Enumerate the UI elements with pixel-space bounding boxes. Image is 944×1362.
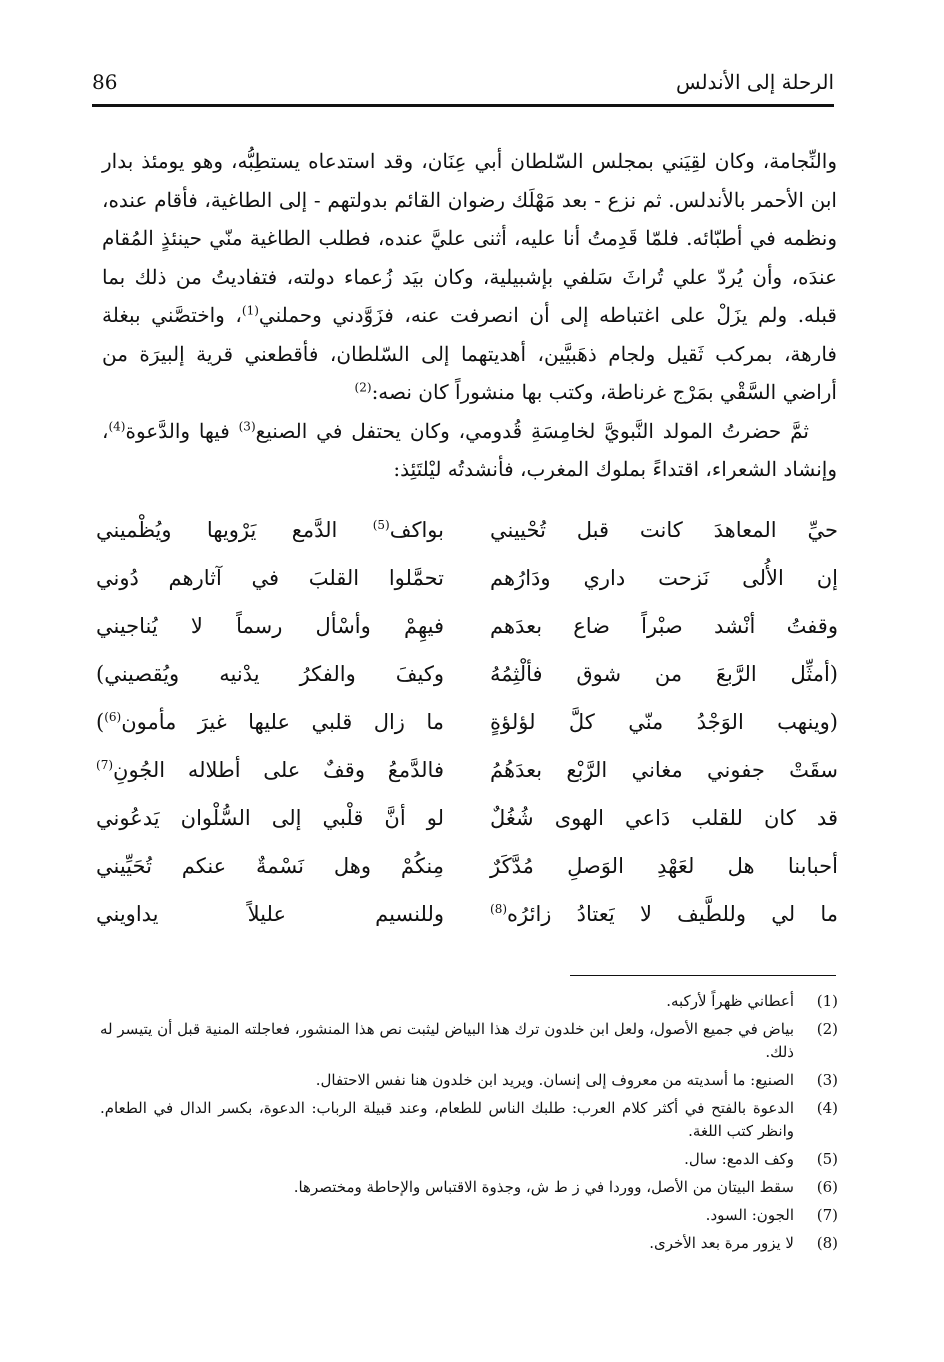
verse-first-hemistich: إن الأُلى نَزحت داري ودَارُهم: [490, 566, 838, 590]
running-title: الرحلة إلى الأندلس: [675, 70, 834, 94]
verse-second-hemistich: مِنكُمْ وهل نَسْمةٌ عنكم تُحَيِّيني: [96, 854, 444, 878]
footnote: [100, 1148, 838, 1171]
footnote-ref-4: (4): [108, 418, 126, 433]
footnote-text: بياض في جميع الأصول، ولعل ابن خلدون ترك هذا البياض ليثبت نص هذا المنشور، فعاجلته المنية قبل أن يتيسر له ذلك.: [100, 1020, 794, 1061]
footnote-text: سقط البيتان من الأصل، ووردا في ز ط ش، وجذوة الاقتباس والإحاطة ومختصرها.: [293, 1178, 794, 1196]
verse-first-hemistich: (وينهب الوَجْدُ منّي كلَّ لؤلؤةٍ: [490, 710, 838, 734]
page-header: [92, 68, 834, 104]
body-text: [102, 142, 837, 489]
footnote-ref-1: (1): [241, 303, 259, 318]
verse-second-hemistich: بواكف$^{(5)}$ الدَّمع يَرْويها ويُظْميني: [96, 518, 444, 542]
footnote: [100, 1018, 838, 1064]
footnote-ref-7: (7): [96, 758, 114, 772]
verse-line: [96, 806, 838, 854]
verse-first-hemistich: سقَتْ جفوني مغاني الرَّبْع بعدَهُمُ: [490, 758, 838, 782]
footnote-ref-5: (5): [372, 518, 390, 532]
footnotes: [100, 990, 838, 1260]
footnote: [100, 1097, 838, 1143]
footnote-text: الدعوة بالفتح في أكثر كلام العرب: طلبك الناس للطعام، وعند قبيلة الرباب: الدعوة، بكسر الدال في الطعام. وانظر كتب اللغة.: [100, 1099, 794, 1140]
footnote-ref-3: (3): [238, 418, 256, 433]
footnote: [100, 990, 838, 1013]
footnote-ref-6: (6): [104, 710, 122, 724]
verse-second-hemistich: وكيفَ والفكرُ يدْنيه ويُقصيني): [96, 662, 444, 686]
footnote-number: (2): [816, 1020, 838, 1038]
footnote-number: (8): [816, 1234, 838, 1252]
verse-second-hemistich: وللنسيم عليلاً يداويني: [96, 902, 444, 926]
verse-first-hemistich: قد كان للقلب دَاعي الهوى شُغُلٌ: [490, 806, 838, 830]
footnote: [100, 1204, 838, 1227]
footnote-text: الصنيع: ما أسديته من معروف إلى إنسان. ويريد ابن خلدون هنا نفس الاحتفال.: [315, 1071, 794, 1089]
verse-second-hemistich: تحمَّلوا القلبَ في آثارهم دُوني: [96, 566, 444, 590]
poem: [96, 518, 838, 950]
verse-first-hemistich: ما لي وللطَّيف لا يَعتادُ زائرُه$^{(8)}$: [490, 902, 838, 926]
header-rule: [92, 104, 834, 107]
verse-first-hemistich: (أمثِّل الرَّبعَ من شوق فألْثِمُهُ: [490, 662, 838, 686]
paragraph-1: والنِّجامة، وكان لقِيَني بمجلس السّلطان أبي عِنَان، وقد استدعاه يستطِبُّه، وهو يومئذ بدار ابن الأحمر بالأندلس. ثم نزع - بعد مَهْلَك رضوان القائم بدولتهم - إلى الطاغية، فأقام عنده، ونظمه في أطبّائه. فلمّا قَدِمتُ أنا عليه، أثنى عليَّ عنده، فطلب الطاغية منّي حينئذٍ المُقام عندَه، وأن يُردّ علي تُراثَ سَلفي بإشبيلية، وكان بيَد زُعماء دولته، فتفاديتُ من ذلك بما قبله. ولم يزَلْ على اغتباطه إلى أن انصرفت عنه، فزَوَّدني وحملني$^{(1)}$، واختصَّني ببغلة فارهة، بمركب ثَقيل ولجام ذهَبيَّين، أهديتهما إلى السّلطان، فأقطعني قرية إلبيرَة من أراضي السَّقْي بمَرْج غرناطة، وكتب بها منشوراً كان نصه:$^{(2)}$: [102, 149, 837, 404]
footnote-separator: [570, 975, 836, 976]
verse-first-hemistich: وقفتُ أنْشد صبْراً ضاع بعدَهم: [490, 614, 838, 638]
footnote-number: (4): [816, 1099, 838, 1117]
footnote-number: (3): [816, 1071, 838, 1089]
footnote-number: (6): [816, 1178, 838, 1196]
footnote-ref-8: (8): [490, 902, 508, 916]
verse-second-hemistich: فيهِمْ وأسْأل رسماً لا يُناجيني: [96, 614, 444, 638]
verse-line: [96, 566, 838, 614]
footnote: [100, 1176, 838, 1199]
verse-line: [96, 902, 838, 950]
footnote-number: (7): [816, 1206, 838, 1224]
verse-first-hemistich: حيِّ المعاهدَ كانت قبل تُحْييني: [490, 518, 838, 542]
verse-line: [96, 758, 838, 806]
footnote-number: (1): [816, 992, 838, 1010]
verse-line: [96, 662, 838, 710]
verse-line: [96, 614, 838, 662]
footnote-text: لا يزور مرة بعد الأخرى.: [649, 1234, 794, 1252]
verse-line: [96, 710, 838, 758]
footnote-text: الجون: السود.: [705, 1206, 794, 1224]
footnote-number: (5): [816, 1150, 838, 1168]
footnote: [100, 1232, 838, 1255]
footnote-text: وكف الدمع: سال.: [684, 1150, 794, 1168]
footnote: [100, 1069, 838, 1092]
footnote-text: أعطاني ظهراً لأركبه.: [666, 992, 794, 1010]
paragraph-2: ثمَّ حضرتُ المولد النَّبويَّ لخامِسَةِ قُدومي، وكان يحتفل في الصنيع$^{(3)}$ فيها والدَّعوة$^{(4)}$، وإنشاد الشعراء، اقتداءً بملوك المغرب، فأنشدتُه ليْلتَئِذ:: [102, 418, 837, 481]
verse-second-hemistich: فالدَّمعُ وقفٌ على أطلاله الجُونِ$^{(7)}$: [96, 758, 444, 782]
footnote-ref-2: (2): [354, 380, 372, 395]
verse-second-hemistich: ما زال قلبي عليها غيرَ مأمون$^{(6)}$): [96, 710, 444, 734]
verse-first-hemistich: أحبابنا هل لعَهْدِ الوَصلِ مُدَّكَرٌ: [490, 854, 838, 878]
page-number: 86: [92, 70, 118, 94]
verse-line: [96, 854, 838, 902]
verse-second-hemistich: لو أنَّ قلْبي إلى السُّلْوان يَدعُوني: [96, 806, 444, 830]
verse-line: [96, 518, 838, 566]
